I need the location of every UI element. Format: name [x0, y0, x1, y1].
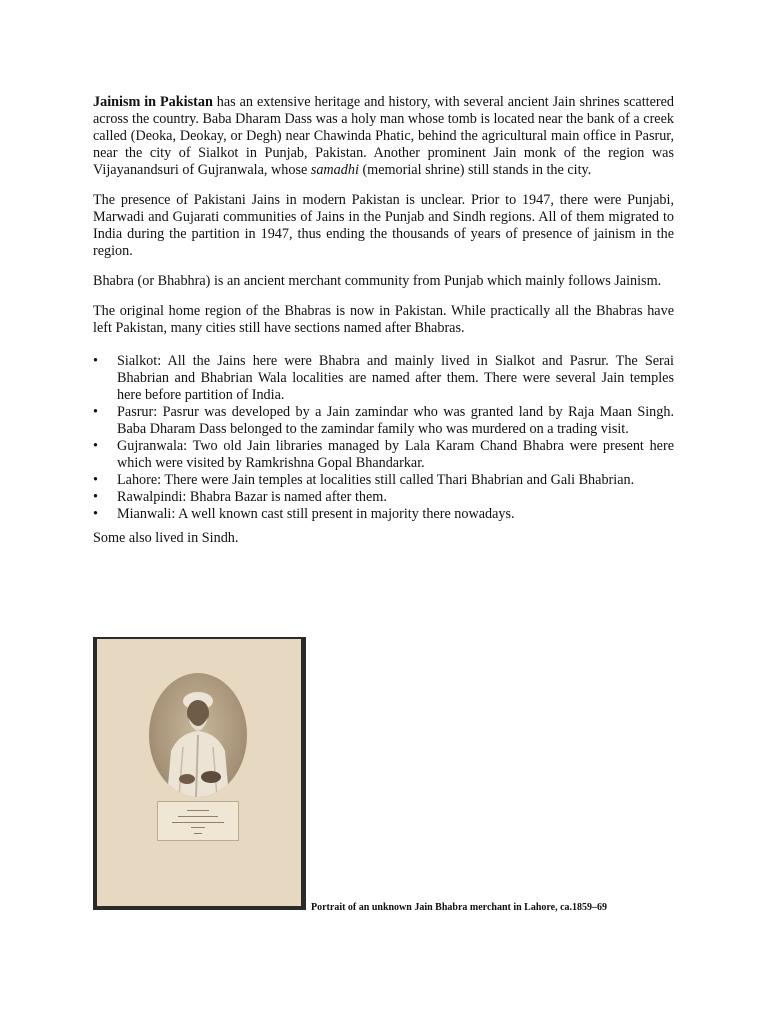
portrait-photo — [93, 637, 306, 910]
photo-mount — [97, 639, 301, 906]
article-body — [93, 94, 674, 547]
list-item — [93, 489, 674, 506]
article-title: Jainism in Pakistan — [93, 94, 213, 110]
home-region-paragraph: The original home region of the Bhabras is now in Pakistan. While practically all the Bhabras have left Pakistan, many cities still have sections named after Bhabras. — [93, 303, 674, 336]
list-item-text: Lahore: There were Jain temples at localities still called Thari Bhabrian and Gali Bhabrian. — [117, 472, 635, 488]
figure-caption: Portrait of an unknown Jain Bhabra merchant in Lahore, ca.1859–69 — [311, 902, 608, 913]
bullet-icon: • — [93, 506, 98, 522]
list-item-text: Rawalpindi: Bhabra Bazar is named after them. — [117, 489, 387, 505]
list-item-text: Gujranwala: Two old Jain libraries managed by Lala Karam Chand Bhabra were present here which were visited by Ramkrishna Gopal Bhandarkar. — [117, 438, 674, 471]
list-item — [93, 404, 674, 438]
intro-text-b: (memorial shrine) still stands in the city. — [358, 162, 592, 178]
bullet-icon: • — [93, 353, 98, 369]
merchant-figure-icon — [149, 673, 247, 797]
photo-label-card — [157, 801, 239, 841]
list-item — [93, 438, 674, 472]
intro-italic-term: samadhi — [310, 162, 359, 178]
presence-paragraph: The presence of Pakistani Jains in modern Pakistan is unclear. Prior to 1947, there were Punjabi, Marwadi and Gujarati communities of Jains in the Punjab and Sindh regions. All of them migrated to India during the partition in 1947, thus ending the thousands of years of presence of jainism in the region. — [93, 192, 674, 259]
cities-list — [93, 353, 674, 523]
bullet-icon: • — [93, 472, 98, 488]
intro-paragraph — [93, 94, 674, 179]
sindh-paragraph: Some also lived in Sindh. — [93, 530, 239, 546]
bullet-icon: • — [93, 404, 98, 420]
oval-portrait — [149, 673, 247, 797]
intro-text-a: has an extensive heritage and history, with several ancient Jain shrines scattered across the country. Baba Dharam Dass was a holy man whose tomb is located near the bank of a creek called (Deoka, Deokay, or Degh) near Chawinda Phatic, behind the agricultural main office in Pasrur, near the city of Sialkot in Punjab, Pakistan. Another prominent Jain monk of the region was Vijayanandsuri of Gujranwala, whose — [93, 94, 674, 178]
list-item-text: Sialkot: All the Jains here were Bhabra and mainly lived in Sialkot and Pasrur. The Serai Bhabrian and Bhabrian Wala localities are named after them. There were several Jain temples here before partition of India. — [117, 353, 674, 403]
list-item-text: Pasrur: Pasrur was developed by a Jain zamindar who was granted land by Raja Maan Singh. Baba Dharam Dass belonged to the zamindar family who was murdered on a trading visit. — [117, 404, 674, 437]
bullet-icon: • — [93, 438, 98, 454]
list-item — [93, 472, 674, 489]
list-item — [93, 353, 674, 404]
bullet-icon: • — [93, 489, 98, 505]
list-item — [93, 506, 674, 523]
list-item-text: Mianwali: A well known cast still present in majority there nowadays. — [117, 506, 515, 522]
bhabra-paragraph: Bhabra (or Bhabhra) is an ancient merchant community from Punjab which mainly follows Jainism. — [93, 273, 662, 289]
